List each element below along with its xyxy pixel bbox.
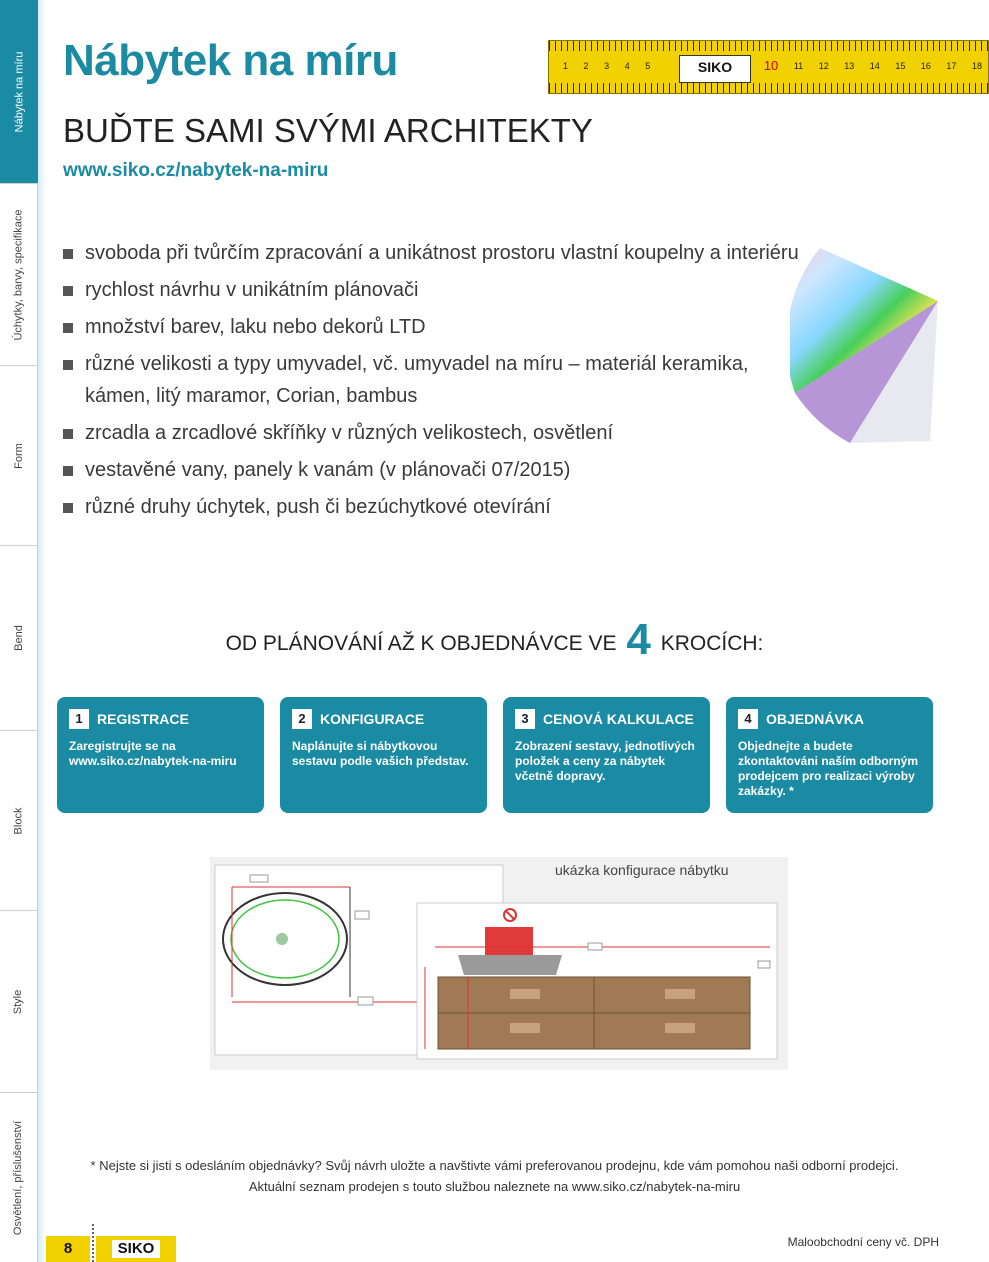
tape-measure-image — [548, 40, 989, 94]
step-head — [69, 709, 252, 729]
ruler-number: 15 — [895, 61, 906, 71]
sidebar-tab-label: Block — [12, 807, 25, 834]
sidebar-tab-style[interactable] — [0, 910, 38, 1092]
list-item-text: různé druhy úchytek, push či bezúchytkové otevírání — [85, 496, 551, 518]
step-number: 3 — [515, 709, 535, 729]
ruler-number: 18 — [971, 61, 982, 71]
page-number: 8 — [46, 1236, 90, 1262]
sidebar-tab-nabytek[interactable] — [0, 0, 38, 183]
color-fan-image — [790, 243, 942, 448]
list-item-text: svoboda při tvůrčím zpracování a unikátnost prostoru vlastní koupelny a interiéru — [85, 242, 799, 264]
step-card-objednavka — [726, 697, 933, 813]
list-item — [63, 348, 805, 412]
bullet-square-icon — [63, 286, 73, 296]
ruler-number: 11 — [793, 61, 804, 71]
bullet-square-icon — [63, 360, 73, 370]
siko-logo: SIKO — [679, 55, 751, 83]
ruler-ticks-bottom — [549, 83, 988, 93]
footer-divider — [92, 1224, 94, 1262]
bullet-square-icon — [63, 249, 73, 259]
bullet-square-icon — [63, 429, 73, 439]
list-item-text: vestavěné vany, panely k vanám (v plánovači 07/2015) — [85, 459, 571, 481]
steps-heading — [0, 615, 989, 665]
step-head — [738, 709, 921, 729]
list-item-text: rychlost návrhu v unikátním plánovači — [85, 279, 419, 301]
step-number: 2 — [292, 709, 312, 729]
ruler-ticks-top — [549, 41, 988, 51]
ruler-number: 1 — [563, 61, 569, 71]
steps-heading-after: KROCÍCH: — [660, 632, 764, 655]
footnote-line: * Nejste si jisti s odesláním objednávky? Svůj návrh uložte a navštivte vámi preferovanou prodejnu, kde vám pomohou naši odborní prodejci. — [90, 1158, 899, 1173]
steps-heading-before: OD PLÁNOVÁNÍ AŽ K OBJEDNÁVCE VE — [225, 632, 617, 655]
step-card-konfigurace — [280, 697, 487, 813]
sidebar-tab-label: Nábytek na míru — [13, 51, 26, 132]
page-title: Nábytek na míru — [63, 36, 398, 85]
steps-heading-number: 4 — [626, 615, 651, 664]
sidebar-tab-block[interactable] — [0, 730, 38, 910]
footnote-line: Aktuální seznam prodejen s touto službou naleznete na www.siko.cz/nabytek-na-miru — [248, 1179, 741, 1194]
ruler-number: 5 — [645, 61, 651, 71]
list-item — [63, 491, 803, 523]
ruler-number: 2 — [583, 61, 589, 71]
configuration-example-image — [210, 857, 788, 1070]
page-subtitle: BUĎTE SAMI SVÝMI ARCHITEKTY — [63, 112, 593, 149]
sidebar-tab-label: Form — [12, 442, 25, 469]
ruler-number: 3 — [604, 61, 610, 71]
step-head — [292, 709, 475, 729]
step-text: Zobrazení sestavy, jednotlivých položek a ceny za nábytek včetně dopravy. — [515, 739, 695, 783]
furniture-drawing — [210, 857, 788, 1070]
list-item — [63, 417, 803, 449]
step-title: REGISTRACE — [97, 711, 189, 727]
ruler-number: 17 — [946, 61, 957, 71]
step-text: Zaregistrujte se na www.siko.cz/nabytek-na-miru — [69, 739, 237, 768]
step-title: KONFIGURACE — [320, 711, 425, 727]
illustration-caption: ukázka konfigurace nábytku — [555, 862, 729, 878]
bullet-square-icon — [63, 503, 73, 513]
footnote — [0, 1155, 989, 1197]
ruler-number: 16 — [920, 61, 931, 71]
step-title: CENOVÁ KALKULACE — [543, 711, 694, 727]
step-card-registrace — [57, 697, 264, 813]
sidebar-tab-form[interactable] — [0, 365, 38, 545]
sidebar-tab-label: Osvětlení, příslušenství — [12, 1120, 25, 1235]
sidebar-tab-label: Bend — [12, 625, 25, 651]
bullet-square-icon — [63, 466, 73, 476]
bullet-square-icon — [63, 323, 73, 333]
list-item-text: zrcadla a zrcadlové skříňky v různých velikostech, osvětlení — [85, 422, 613, 444]
step-title: OBJEDNÁVKA — [766, 711, 865, 727]
list-item — [63, 274, 803, 306]
step-head — [515, 709, 698, 729]
step-number: 4 — [738, 709, 758, 729]
footer-siko-logo — [96, 1236, 176, 1262]
sidebar-tab-label: Úchytky, barvy, specifikace — [12, 208, 25, 341]
list-item-text: různé velikosti a typy umyvadel, vč. umyvadel na míru – materiál keramika, kámen, litý maramor, Corian, bambus — [85, 353, 749, 407]
sidebar-tab-uchytky[interactable] — [0, 183, 38, 365]
list-item — [63, 454, 803, 486]
ruler-number: 13 — [844, 61, 855, 71]
footer-logo-text: SIKO — [112, 1240, 161, 1258]
step-card-cenova-kalkulace — [503, 697, 710, 813]
ruler-number: 14 — [869, 61, 880, 71]
header-link[interactable]: www.siko.cz/nabytek-na-miru — [63, 160, 329, 181]
ruler-number: 12 — [818, 61, 829, 71]
ruler-number: 10 — [763, 58, 779, 73]
list-item — [63, 311, 803, 343]
ruler-numbers — [563, 58, 982, 73]
price-note: Maloobchodní ceny vč. DPH — [787, 1235, 939, 1249]
sidebar-tab-label: Style — [12, 989, 25, 1014]
step-text: Objednejte a budete zkontaktováni naším odborným prodejcem pro realizaci výroby zakázky. * — [738, 739, 919, 798]
step-text: Naplánujte si nábytkovou sestavu podle vašich představ. — [292, 739, 469, 768]
list-item — [63, 237, 803, 269]
list-item-text: množství barev, laku nebo dekorů LTD — [85, 316, 426, 338]
feature-list — [63, 237, 803, 528]
step-number: 1 — [69, 709, 89, 729]
ruler-number: 4 — [624, 61, 630, 71]
